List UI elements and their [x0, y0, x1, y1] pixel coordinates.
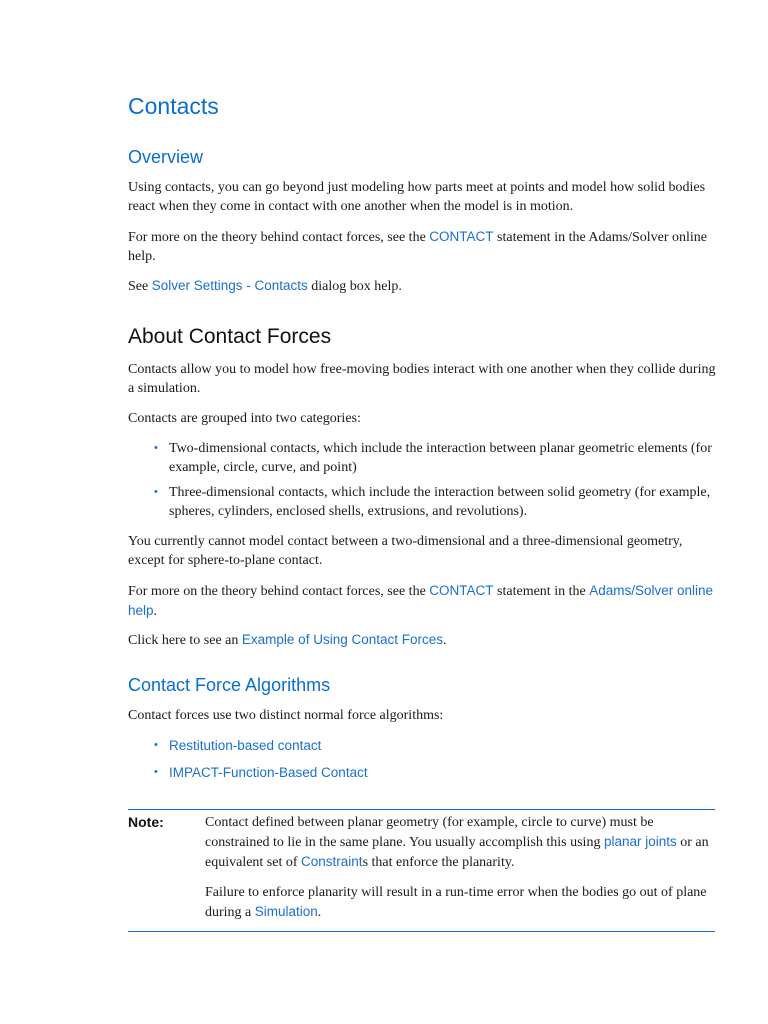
impact-function-contact-link[interactable]: IMPACT-Function-Based Contact: [169, 765, 368, 780]
algorithms-list: [152, 736, 718, 783]
about-paragraph-5: Click here to see an Example of Using Contact Forces.: [128, 632, 447, 648]
list-item: • Two-dimensional contacts, which include the interaction between planar geometric elements (for example, circle, curve, and point): [154, 441, 712, 475]
note-label: Note:: [128, 814, 164, 830]
note-paragraph-2: Failure to enforce planarity will result in a run-time error when the bodies go out of plane during a Simulation.: [205, 885, 707, 920]
note-box: [128, 809, 715, 932]
list-item: [152, 763, 718, 783]
constraint-link[interactable]: Constraint: [301, 854, 363, 869]
about-paragraph-2: Contacts are grouped into two categories:: [128, 411, 361, 426]
simulation-link[interactable]: Simulation: [254, 904, 318, 919]
about-paragraph-3: You currently cannot model contact between a two-dimensional and a three-dimensional geometry, except for sphere-to-plane contact.: [128, 534, 683, 568]
planar-joints-link[interactable]: planar joints: [603, 834, 677, 849]
list-item: • Three-dimensional contacts, which include the interaction between solid geometry (for example, spheres, cylinders, enclosed shells, extrusions, and revolutions).: [154, 485, 711, 519]
overview-paragraph-1: Using contacts, you can go beyond just modeling how parts meet at points and model how solid bodies react when they come in contact with one another when the model is in motion.: [128, 180, 706, 214]
bullet-icon: •: [154, 486, 158, 498]
contact-force-algorithms-heading: Contact Force Algorithms: [128, 675, 331, 695]
overview-paragraph-2: For more on the theory behind contact forces, see the CONTACT statement in the Adams/Solver online help.: [128, 229, 708, 264]
bullet-icon: •: [154, 442, 158, 454]
solver-settings-contacts-link[interactable]: Solver Settings - Contacts: [151, 278, 308, 293]
list-item: [152, 736, 718, 756]
bullet-icon: •: [154, 739, 158, 751]
overview-paragraph-3: See Solver Settings - Contacts dialog box help.: [128, 278, 402, 294]
note-body: [205, 813, 715, 922]
contact-statement-link-2[interactable]: CONTACT: [429, 583, 494, 598]
example-contact-forces-link[interactable]: Example of Using Contact Forces: [241, 632, 443, 647]
contact-categories-list: [152, 439, 718, 521]
page-title: Contacts: [128, 93, 219, 119]
bullet-icon: •: [154, 766, 158, 778]
about-paragraph-1: Contacts allow you to model how free-moving bodies interact with one another when they collide during a simulation.: [128, 362, 716, 396]
adams-solver-help-link[interactable]: Adams/Solver online help: [128, 583, 714, 618]
about-paragraph-4: For more on the theory behind contact forces, see the CONTACT statement in the Adams/Solver online help.: [128, 583, 714, 619]
about-contact-forces-heading: About Contact Forces: [128, 325, 332, 348]
restitution-contact-link[interactable]: Restitution-based contact: [169, 738, 322, 753]
contact-statement-link[interactable]: CONTACT: [429, 229, 494, 244]
algorithms-paragraph: Contact forces use two distinct normal force algorithms:: [128, 708, 444, 723]
note-paragraph-1: Contact defined between planar geometry (for example, circle to curve) must be constrained to lie in the same plane. You usually accomplish this using planar joints or an equivalent set of Constraints that enforce the planarity.: [205, 815, 709, 870]
overview-heading: Overview: [128, 147, 204, 167]
